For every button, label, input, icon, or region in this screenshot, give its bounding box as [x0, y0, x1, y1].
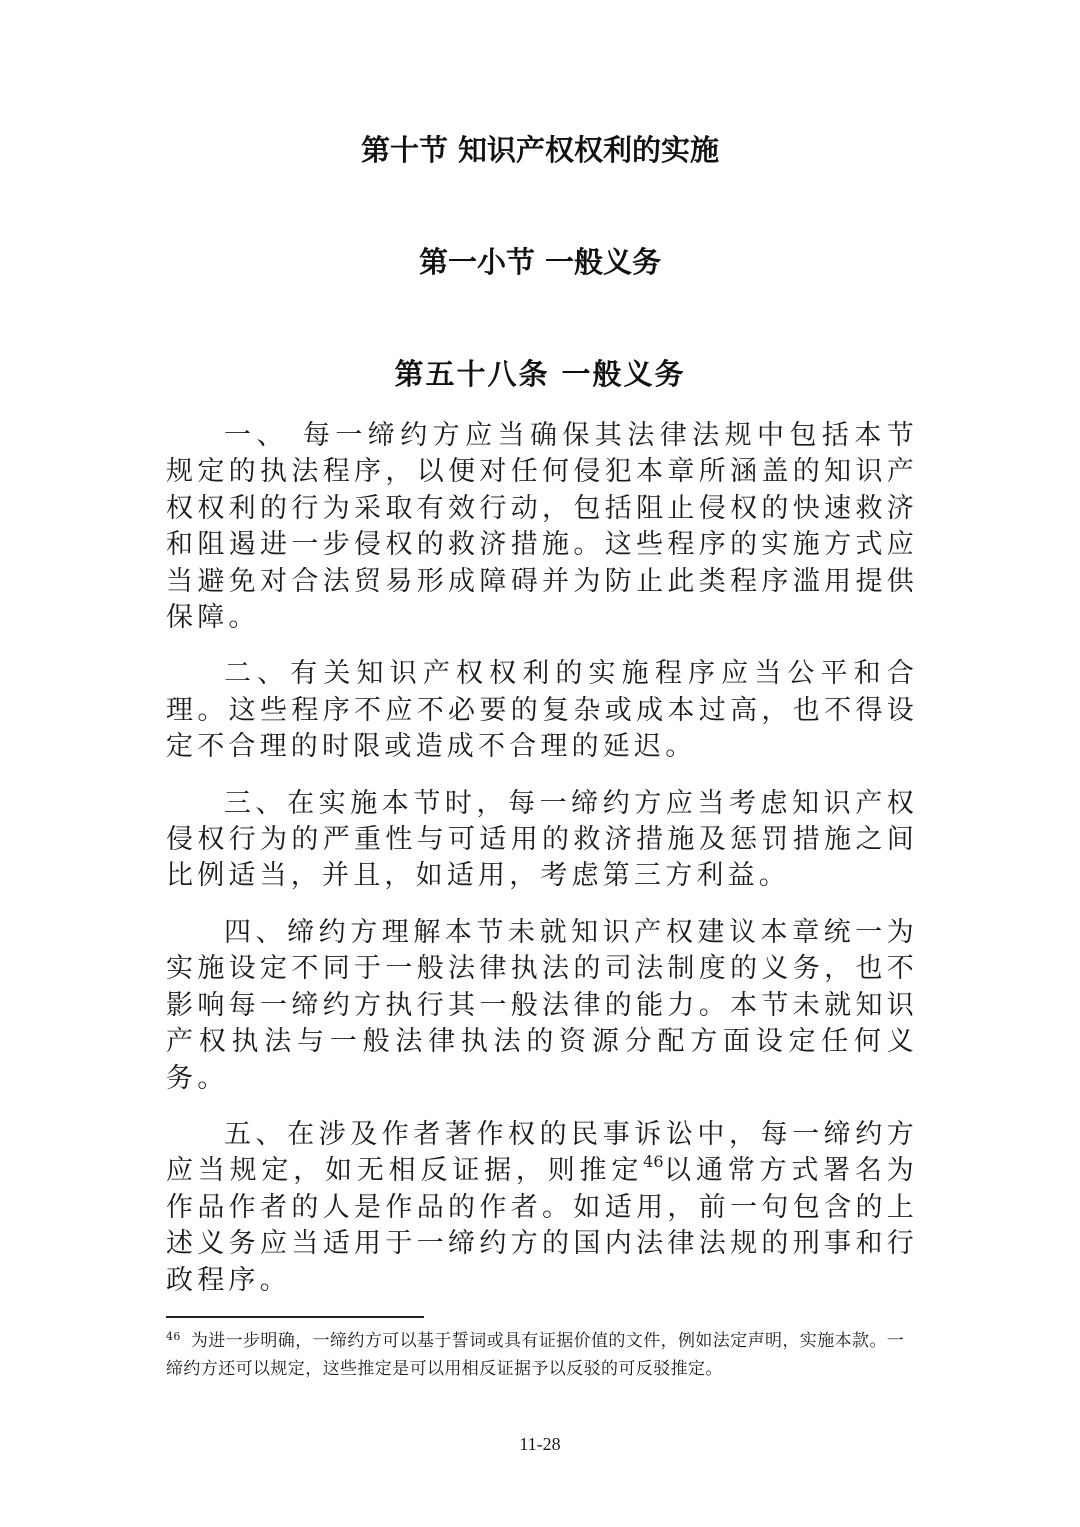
page-number: 11-28: [519, 1434, 561, 1454]
paragraph-1: 一、 每一缔约方应当确保其法律法规中包括本节规定的执法程序，以便对任何侵犯本章所涵盖的知识产权权利的行为采取有效行动，包括阻止侵权的快速救济和阻遏进一步侵权的救济措施。这些程序的实施方式应当避免对合法贸易形成障碍并为防止此类程序滥用提供保障。: [166, 420, 918, 634]
footnote-number: 46: [166, 1330, 181, 1343]
subsection-heading: 第一小节 一般义务: [418, 245, 662, 279]
footnote: [166, 1327, 918, 1383]
footnote-text: 为进一步明确，一缔约方可以基于誓词或具有证据价值的文件，例如法定声明，实施本款。一缔约方还可以规定，这些推定是可以用相反证据予以反驳的可反驳推定。: [166, 1331, 905, 1379]
paragraph-2: 二、有关知识产权权利的实施程序应当公平和合理。这些程序不应不必要的复杂或成本过高，也不得设定不合理的时限或造成不合理的延迟。: [166, 658, 918, 763]
footnote-reference[interactable]: 46: [643, 1152, 664, 1172]
paragraph-5-text-after: 以通常方式署名为作品作者的人是作品的作者。如适用，前一句包含的上述义务应当适用于一缔约方的国内法律法规的刑事和行政程序。: [166, 1155, 918, 1296]
paragraph-4: 四、缔约方理解本节未就知识产权建议本章统一为实施设定不同于一般法律执法的司法制度的义务，也不影响每一缔约方执行其一般法律的能力。本节未就知识产权执法与一般法律执法的资源分配方面设定任何义务。: [166, 916, 918, 1094]
paragraph-3: 三、在实施本节时，每一缔约方应当考虑知识产权侵权行为的严重性与可适用的救济措施及惩罚措施之间比例适当，并且，如适用，考虑第三方利益。: [166, 787, 918, 892]
paragraph-5-text-before: 五、在涉及作者著作权的民事诉讼中，每一缔约方应当规定，如无相反证据，则推定: [166, 1118, 918, 1187]
article-body: [166, 418, 918, 1319]
article-heading: 第五十八条 一般义务: [394, 357, 686, 391]
section-heading: 第十节 知识产权权利的实施: [360, 133, 720, 167]
paragraph-5: [166, 1117, 918, 1299]
footnote-divider: [166, 1316, 424, 1318]
